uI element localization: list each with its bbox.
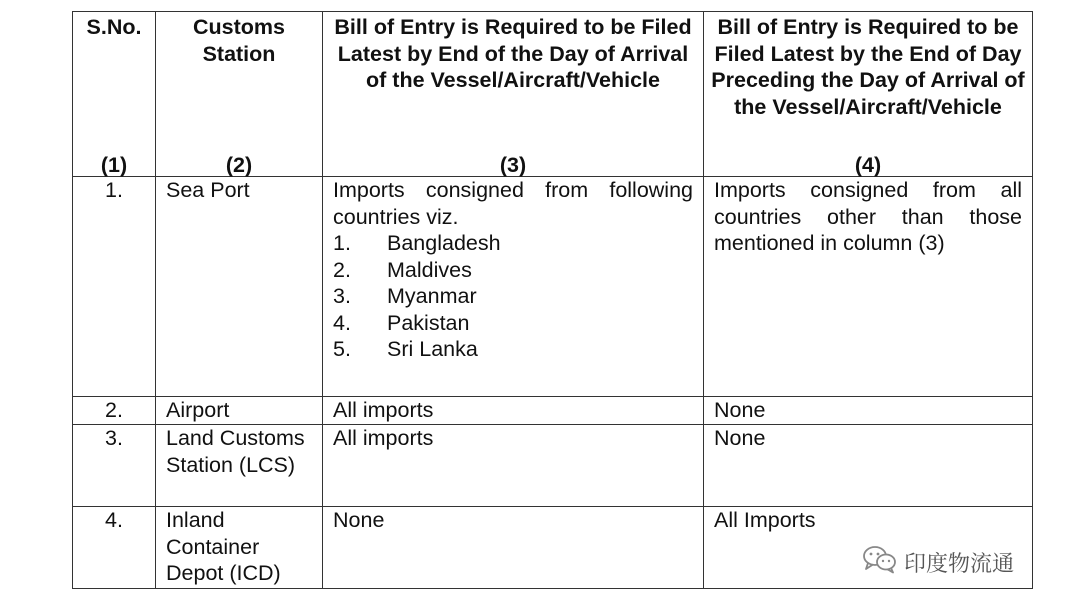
table-row — [73, 425, 1033, 507]
list-number: 4. — [333, 310, 351, 335]
list-number: 5. — [333, 337, 351, 361]
list-item — [333, 283, 693, 310]
table-row — [73, 177, 1033, 397]
col3-cell — [323, 177, 704, 397]
country-name: Bangladesh — [387, 231, 501, 255]
sno-cell: 2. — [73, 397, 156, 425]
list-item — [333, 310, 693, 337]
header-title: S.No. — [86, 15, 142, 39]
country-name: Sri Lanka — [387, 337, 478, 361]
list-number: 2. — [333, 257, 351, 282]
column-number: (3) — [499, 152, 527, 177]
header-sno — [73, 12, 156, 177]
header-title: Bill of Entry is Required to be Filed Latest by the End of Day Preceding the Day of Arrival of the Vessel/Aircraft/Vehicle — [711, 15, 1025, 119]
country-name: Myanmar — [387, 284, 477, 308]
table-row — [73, 397, 1033, 425]
col3-cell: All imports — [323, 397, 704, 425]
list-item — [333, 230, 693, 257]
bill-of-entry-table — [72, 11, 1033, 589]
col4-cell: Imports consigned from all countries other than those mentioned in column (3) — [704, 177, 1033, 397]
list-number: 3. — [333, 284, 351, 308]
header-customs-station — [156, 12, 323, 177]
header-day-preceding — [704, 12, 1033, 177]
country-list — [333, 230, 693, 363]
list-number: 1. — [333, 231, 351, 255]
column-number: (1) — [100, 152, 128, 177]
col3-cell: All imports — [323, 425, 704, 507]
list-item — [333, 257, 693, 284]
sno-cell: 3. — [73, 425, 156, 507]
sno-cell: 1. — [73, 177, 156, 397]
watermark-text: 印度物流通 — [904, 551, 1015, 577]
station-cell: Sea Port — [156, 177, 323, 397]
header-title: Customs Station — [193, 15, 285, 66]
station-cell: Inland Container Depot (ICD) — [156, 507, 323, 589]
country-name: Maldives — [387, 257, 472, 282]
column-number: (4) — [854, 152, 882, 177]
list-item — [333, 336, 693, 363]
column-number: (2) — [225, 152, 253, 177]
col4-cell: None — [704, 397, 1033, 425]
wechat-icon — [862, 544, 898, 580]
country-name: Pakistan — [387, 310, 470, 335]
col3-cell: None — [323, 507, 704, 589]
header-title: Bill of Entry is Required to be Filed Latest by End of the Day of Arrival of the Vessel/Aircraft/Vehicle — [334, 15, 692, 92]
sno-cell: 4. — [73, 507, 156, 589]
col4-cell: All Imports — [704, 507, 1033, 589]
col3-text: Imports consigned from following countries viz. — [333, 178, 693, 229]
header-row — [73, 12, 1033, 177]
station-cell: Airport — [156, 397, 323, 425]
watermark — [862, 544, 1014, 580]
station-cell: Land Customs Station (LCS) — [156, 425, 323, 507]
header-day-of-arrival — [323, 12, 704, 177]
col4-cell: None — [704, 425, 1033, 507]
